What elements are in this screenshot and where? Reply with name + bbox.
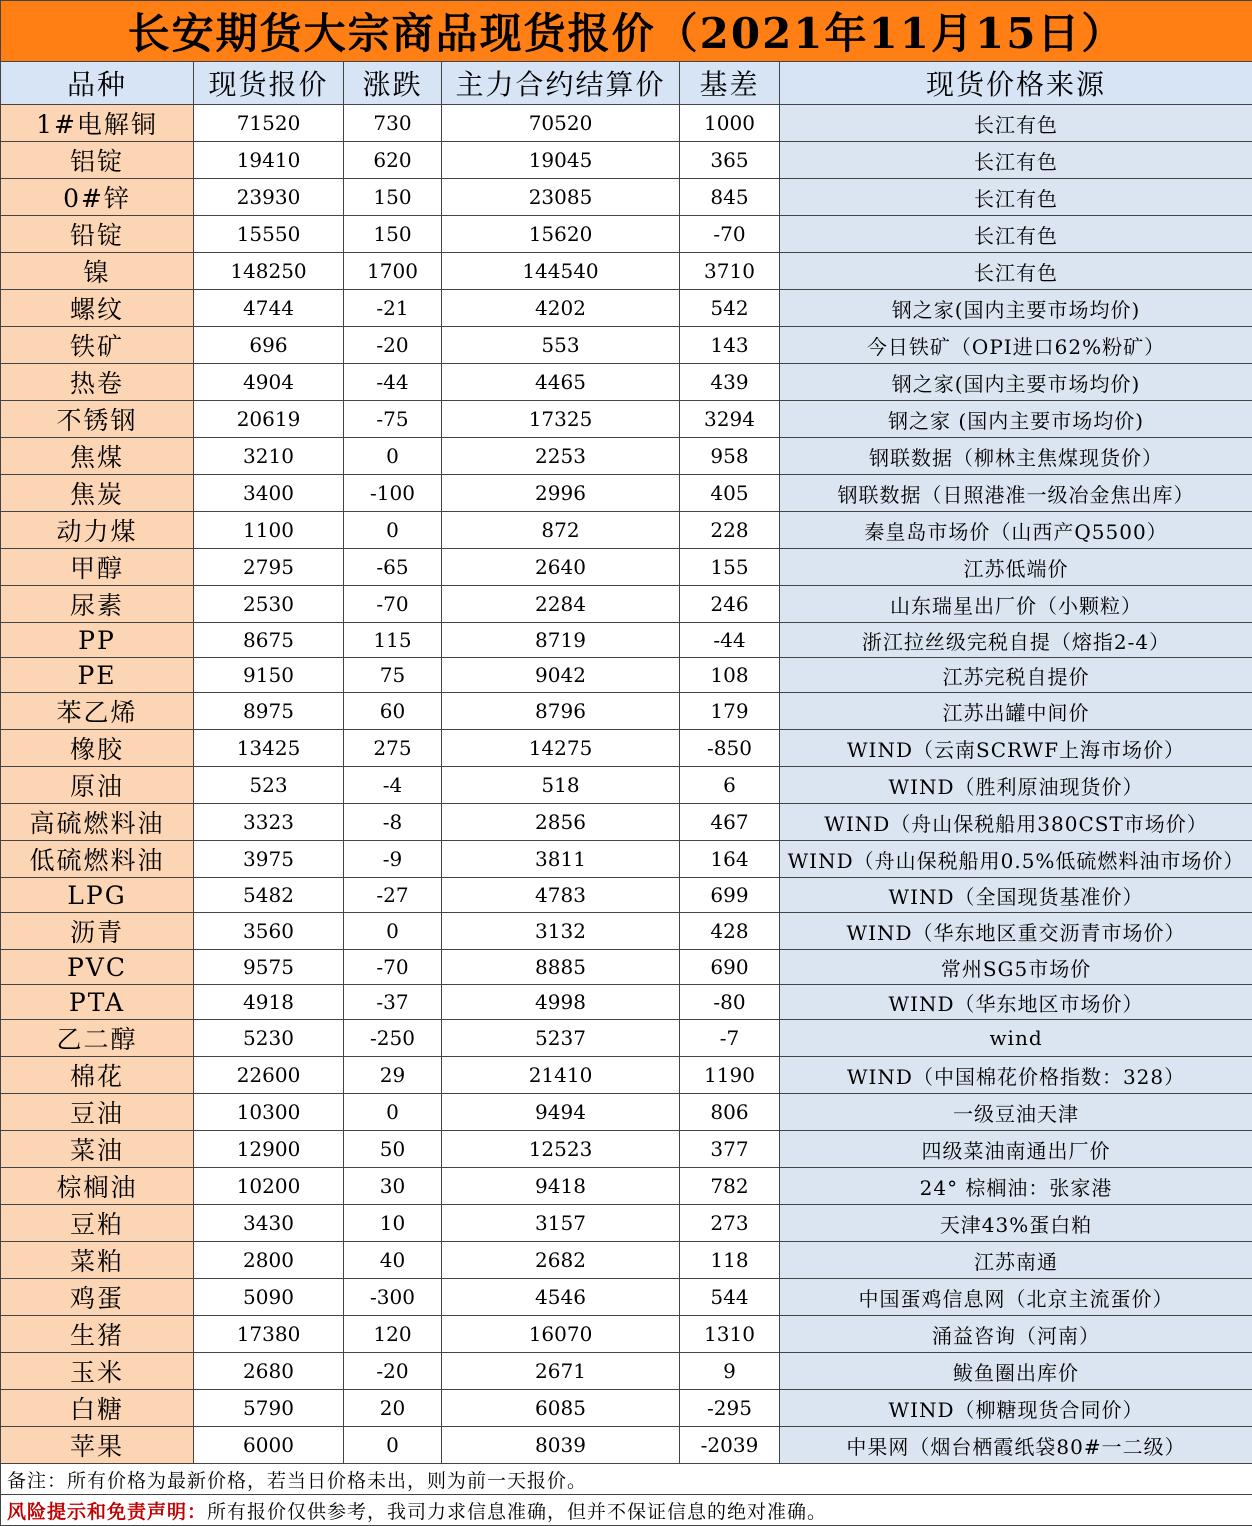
header-variety: 品种	[1, 62, 194, 105]
cell-basis: 143	[680, 327, 780, 364]
cell-basis: 6	[680, 767, 780, 804]
table-row	[1, 658, 1252, 693]
table-row	[1, 1094, 1252, 1131]
cell-basis: 179	[680, 693, 780, 730]
cell-variety: 1#电解铜	[1, 105, 194, 142]
cell-variety: 不锈钢	[1, 401, 194, 438]
cell-change: -21	[344, 290, 442, 327]
cell-settlement-price: 5237	[442, 1020, 680, 1057]
cell-variety: 0#锌	[1, 179, 194, 216]
cell-price-source: 长江有色	[780, 142, 1252, 179]
cell-price-source: 江苏南通	[780, 1242, 1252, 1279]
cell-variety: 白糖	[1, 1390, 194, 1427]
cell-change: 40	[344, 1242, 442, 1279]
cell-price-source: 长江有色	[780, 105, 1252, 142]
table-row	[1, 475, 1252, 512]
cell-basis: 405	[680, 475, 780, 512]
cell-change: 0	[344, 1427, 442, 1464]
cell-settlement-price: 3132	[442, 913, 680, 950]
cell-settlement-price: 8885	[442, 950, 680, 985]
cell-change: -75	[344, 401, 442, 438]
cell-price-source: WIND（胜利原油现货价）	[780, 767, 1252, 804]
cell-change: -8	[344, 804, 442, 841]
note-row	[1, 1464, 1252, 1495]
cell-change: -20	[344, 327, 442, 364]
cell-basis: -44	[680, 623, 780, 658]
cell-settlement-price: 8796	[442, 693, 680, 730]
cell-spot-price: 4744	[194, 290, 344, 327]
cell-change: -100	[344, 475, 442, 512]
header-row	[1, 62, 1252, 105]
cell-basis: 428	[680, 913, 780, 950]
cell-settlement-price: 553	[442, 327, 680, 364]
cell-variety: 热卷	[1, 364, 194, 401]
cell-spot-price: 3400	[194, 475, 344, 512]
cell-variety: 鸡蛋	[1, 1279, 194, 1316]
cell-change: 150	[344, 179, 442, 216]
cell-basis: 365	[680, 142, 780, 179]
header-basis: 基差	[680, 62, 780, 105]
cell-price-source: 秦皇岛市场价（山西产Q5500）	[780, 512, 1252, 549]
cell-settlement-price: 4783	[442, 878, 680, 913]
cell-variety: 原油	[1, 767, 194, 804]
cell-change: 620	[344, 142, 442, 179]
cell-variety: 橡胶	[1, 730, 194, 767]
cell-change: 75	[344, 658, 442, 693]
cell-settlement-price: 9418	[442, 1168, 680, 1205]
cell-spot-price: 15550	[194, 216, 344, 253]
table-row	[1, 1279, 1252, 1316]
risk-label: 风险提示和免责声明：	[7, 1501, 207, 1523]
cell-change: -37	[344, 985, 442, 1020]
cell-basis: -80	[680, 985, 780, 1020]
cell-spot-price: 5790	[194, 1390, 344, 1427]
cell-price-source: 中果网（烟台栖霞纸袋80#一二级）	[780, 1427, 1252, 1464]
cell-settlement-price: 3811	[442, 841, 680, 878]
table-row	[1, 1205, 1252, 1242]
cell-spot-price: 3430	[194, 1205, 344, 1242]
table-row	[1, 767, 1252, 804]
table-row	[1, 950, 1252, 985]
cell-price-source: WIND（中国棉花价格指数：328）	[780, 1057, 1252, 1094]
cell-basis: 467	[680, 804, 780, 841]
cell-price-source: 江苏完税自提价	[780, 658, 1252, 693]
cell-basis: -850	[680, 730, 780, 767]
cell-spot-price: 8975	[194, 693, 344, 730]
cell-basis: 699	[680, 878, 780, 913]
table-row	[1, 1390, 1252, 1427]
cell-price-source: 今日铁矿（OPI进口62%粉矿）	[780, 327, 1252, 364]
table-row	[1, 105, 1252, 142]
cell-basis: 1310	[680, 1316, 780, 1353]
cell-basis: 1000	[680, 105, 780, 142]
cell-basis: -2039	[680, 1427, 780, 1464]
cell-change: -70	[344, 950, 442, 985]
cell-settlement-price: 2996	[442, 475, 680, 512]
cell-price-source: wind	[780, 1020, 1252, 1057]
cell-variety: 棉花	[1, 1057, 194, 1094]
cell-price-source: WIND（舟山保税船用0.5%低硫燃料油市场价）	[780, 841, 1252, 878]
cell-settlement-price: 4465	[442, 364, 680, 401]
cell-variety: 沥青	[1, 913, 194, 950]
table-row	[1, 1168, 1252, 1205]
cell-settlement-price: 144540	[442, 253, 680, 290]
cell-basis: 806	[680, 1094, 780, 1131]
cell-basis: 246	[680, 586, 780, 623]
cell-settlement-price: 70520	[442, 105, 680, 142]
cell-basis: -295	[680, 1390, 780, 1427]
cell-settlement-price: 19045	[442, 142, 680, 179]
cell-price-source: 长江有色	[780, 216, 1252, 253]
header-spot-price: 现货报价	[194, 62, 344, 105]
page-title: 长安期货大宗商品现货报价（2021年11月15日）	[1, 1, 1252, 62]
cell-settlement-price: 23085	[442, 179, 680, 216]
cell-settlement-price: 2671	[442, 1353, 680, 1390]
cell-settlement-price: 21410	[442, 1057, 680, 1094]
cell-variety: PE	[1, 658, 194, 693]
cell-variety: LPG	[1, 878, 194, 913]
cell-change: 275	[344, 730, 442, 767]
cell-variety: 豆粕	[1, 1205, 194, 1242]
cell-spot-price: 2795	[194, 549, 344, 586]
cell-spot-price: 3975	[194, 841, 344, 878]
table-row	[1, 1057, 1252, 1094]
header-price-source: 现货价格来源	[780, 62, 1252, 105]
cell-spot-price: 5090	[194, 1279, 344, 1316]
cell-variety: PP	[1, 623, 194, 658]
cell-settlement-price: 17325	[442, 401, 680, 438]
table-row	[1, 290, 1252, 327]
cell-spot-price: 2530	[194, 586, 344, 623]
cell-price-source: 浙江拉丝级完税自提（熔指2-4）	[780, 623, 1252, 658]
risk-row	[1, 1495, 1252, 1526]
cell-spot-price: 5230	[194, 1020, 344, 1057]
cell-price-source: WIND（华东地区市场价）	[780, 985, 1252, 1020]
cell-price-source: 24° 棕榈油：张家港	[780, 1168, 1252, 1205]
cell-basis: 273	[680, 1205, 780, 1242]
cell-price-source: 一级豆油天津	[780, 1094, 1252, 1131]
cell-price-source: 钢联数据（日照港准一级冶金焦出库）	[780, 475, 1252, 512]
cell-basis: -70	[680, 216, 780, 253]
cell-spot-price: 22600	[194, 1057, 344, 1094]
cell-basis: 9	[680, 1353, 780, 1390]
cell-variety: 乙二醇	[1, 1020, 194, 1057]
cell-settlement-price: 8719	[442, 623, 680, 658]
cell-settlement-price: 8039	[442, 1427, 680, 1464]
cell-price-source: WIND（舟山保税船用380CST市场价）	[780, 804, 1252, 841]
cell-change: -4	[344, 767, 442, 804]
table-row	[1, 804, 1252, 841]
cell-change: -300	[344, 1279, 442, 1316]
cell-spot-price: 12900	[194, 1131, 344, 1168]
cell-settlement-price: 2284	[442, 586, 680, 623]
cell-settlement-price: 15620	[442, 216, 680, 253]
cell-change: 730	[344, 105, 442, 142]
cell-settlement-price: 16070	[442, 1316, 680, 1353]
cell-settlement-price: 6085	[442, 1390, 680, 1427]
cell-spot-price: 6000	[194, 1427, 344, 1464]
title-row	[1, 1, 1252, 62]
cell-spot-price: 19410	[194, 142, 344, 179]
cell-basis: 155	[680, 549, 780, 586]
cell-price-source: WIND（全国现货基准价）	[780, 878, 1252, 913]
cell-change: 60	[344, 693, 442, 730]
cell-price-source: WIND（华东地区重交沥青市场价）	[780, 913, 1252, 950]
table-row	[1, 364, 1252, 401]
cell-spot-price: 5482	[194, 878, 344, 913]
cell-settlement-price: 2682	[442, 1242, 680, 1279]
cell-price-source: 钢之家(国内主要市场均价)	[780, 290, 1252, 327]
cell-settlement-price: 4202	[442, 290, 680, 327]
table-row	[1, 1316, 1252, 1353]
cell-change: -65	[344, 549, 442, 586]
cell-change: 50	[344, 1131, 442, 1168]
header-change: 涨跌	[344, 62, 442, 105]
cell-settlement-price: 872	[442, 512, 680, 549]
table-row	[1, 438, 1252, 475]
cell-variety: 豆油	[1, 1094, 194, 1131]
cell-variety: 菜油	[1, 1131, 194, 1168]
cell-price-source: 钢之家 (国内主要市场均价)	[780, 401, 1252, 438]
table-row	[1, 216, 1252, 253]
cell-variety: 铝锭	[1, 142, 194, 179]
cell-change: 10	[344, 1205, 442, 1242]
cell-change: -250	[344, 1020, 442, 1057]
cell-price-source: 中国蛋鸡信息网（北京主流蛋价）	[780, 1279, 1252, 1316]
cell-settlement-price: 518	[442, 767, 680, 804]
cell-price-source: 山东瑞星出厂价（小颗粒）	[780, 586, 1252, 623]
cell-variety: 焦炭	[1, 475, 194, 512]
table-row	[1, 623, 1252, 658]
table-row	[1, 549, 1252, 586]
cell-spot-price: 148250	[194, 253, 344, 290]
cell-settlement-price: 2856	[442, 804, 680, 841]
table-row	[1, 1242, 1252, 1279]
table-row	[1, 730, 1252, 767]
cell-price-source: WIND（云南SCRWF上海市场价）	[780, 730, 1252, 767]
cell-change: 0	[344, 1094, 442, 1131]
table-row	[1, 327, 1252, 364]
cell-change: 0	[344, 913, 442, 950]
table-row	[1, 253, 1252, 290]
cell-change: -44	[344, 364, 442, 401]
cell-basis: 377	[680, 1131, 780, 1168]
cell-variety: 玉米	[1, 1353, 194, 1390]
cell-change: 30	[344, 1168, 442, 1205]
cell-basis: 845	[680, 179, 780, 216]
cell-change: -20	[344, 1353, 442, 1390]
cell-spot-price: 2680	[194, 1353, 344, 1390]
cell-spot-price: 3210	[194, 438, 344, 475]
cell-variety: 苯乙烯	[1, 693, 194, 730]
cell-price-source: 钢之家(国内主要市场均价)	[780, 364, 1252, 401]
table-row	[1, 586, 1252, 623]
table-row	[1, 401, 1252, 438]
cell-basis: 228	[680, 512, 780, 549]
cell-spot-price: 2800	[194, 1242, 344, 1279]
cell-basis: 1190	[680, 1057, 780, 1094]
table-row	[1, 913, 1252, 950]
table-row	[1, 878, 1252, 913]
cell-spot-price: 20619	[194, 401, 344, 438]
cell-spot-price: 4918	[194, 985, 344, 1020]
cell-spot-price: 71520	[194, 105, 344, 142]
cell-spot-price: 696	[194, 327, 344, 364]
cell-spot-price: 10200	[194, 1168, 344, 1205]
cell-change: 29	[344, 1057, 442, 1094]
cell-variety: PVC	[1, 950, 194, 985]
cell-price-source: 长江有色	[780, 253, 1252, 290]
table-row	[1, 1131, 1252, 1168]
cell-variety: 低硫燃料油	[1, 841, 194, 878]
cell-settlement-price: 4998	[442, 985, 680, 1020]
cell-price-source: 常州SG5市场价	[780, 950, 1252, 985]
remark-text: 备注：所有价格为最新价格，若当日价格未出，则为前一天报价。	[1, 1464, 1252, 1495]
cell-change: -70	[344, 586, 442, 623]
cell-spot-price: 4904	[194, 364, 344, 401]
cell-spot-price: 3323	[194, 804, 344, 841]
table-row	[1, 1427, 1252, 1464]
cell-spot-price: 13425	[194, 730, 344, 767]
cell-basis: 3294	[680, 401, 780, 438]
cell-spot-price: 9575	[194, 950, 344, 985]
cell-settlement-price: 2253	[442, 438, 680, 475]
cell-variety: 铅锭	[1, 216, 194, 253]
cell-variety: 螺纹	[1, 290, 194, 327]
cell-basis: -7	[680, 1020, 780, 1057]
cell-price-source: 钢联数据（柳林主焦煤现货价）	[780, 438, 1252, 475]
cell-spot-price: 3560	[194, 913, 344, 950]
cell-spot-price: 17380	[194, 1316, 344, 1353]
cell-basis: 782	[680, 1168, 780, 1205]
cell-change: 0	[344, 512, 442, 549]
cell-basis: 164	[680, 841, 780, 878]
cell-price-source: 江苏出罐中间价	[780, 693, 1252, 730]
cell-settlement-price: 12523	[442, 1131, 680, 1168]
cell-basis: 118	[680, 1242, 780, 1279]
cell-variety: 菜粕	[1, 1242, 194, 1279]
cell-price-source: 鲅鱼圈出库价	[780, 1353, 1252, 1390]
cell-price-source: 涌益咨询（河南）	[780, 1316, 1252, 1353]
cell-spot-price: 8675	[194, 623, 344, 658]
table-row	[1, 1353, 1252, 1390]
table-row	[1, 142, 1252, 179]
cell-variety: 焦煤	[1, 438, 194, 475]
cell-basis: 544	[680, 1279, 780, 1316]
cell-settlement-price: 9494	[442, 1094, 680, 1131]
cell-change: 0	[344, 438, 442, 475]
cell-change: -9	[344, 841, 442, 878]
cell-basis: 542	[680, 290, 780, 327]
cell-variety: 铁矿	[1, 327, 194, 364]
cell-price-source: 江苏低端价	[780, 549, 1252, 586]
cell-settlement-price: 9042	[442, 658, 680, 693]
cell-variety: 高硫燃料油	[1, 804, 194, 841]
risk-disclaimer	[1, 1495, 1252, 1526]
table-row	[1, 985, 1252, 1020]
table-row	[1, 512, 1252, 549]
cell-basis: 108	[680, 658, 780, 693]
cell-spot-price: 23930	[194, 179, 344, 216]
cell-variety: PTA	[1, 985, 194, 1020]
cell-price-source: 天津43%蛋白粕	[780, 1205, 1252, 1242]
cell-change: 120	[344, 1316, 442, 1353]
cell-variety: 动力煤	[1, 512, 194, 549]
cell-variety: 镍	[1, 253, 194, 290]
table-row	[1, 841, 1252, 878]
cell-variety: 生猪	[1, 1316, 194, 1353]
cell-settlement-price: 14275	[442, 730, 680, 767]
cell-settlement-price: 4546	[442, 1279, 680, 1316]
cell-price-source: 长江有色	[780, 179, 1252, 216]
cell-settlement-price: 2640	[442, 549, 680, 586]
cell-price-source: 四级菜油南通出厂价	[780, 1131, 1252, 1168]
cell-spot-price: 10300	[194, 1094, 344, 1131]
cell-change: -27	[344, 878, 442, 913]
table-row	[1, 693, 1252, 730]
cell-variety: 苹果	[1, 1427, 194, 1464]
cell-basis: 439	[680, 364, 780, 401]
cell-basis: 3710	[680, 253, 780, 290]
cell-change: 150	[344, 216, 442, 253]
cell-price-source: WIND（柳糖现货合同价）	[780, 1390, 1252, 1427]
cell-change: 20	[344, 1390, 442, 1427]
cell-variety: 甲醇	[1, 549, 194, 586]
table-row	[1, 1020, 1252, 1057]
cell-basis: 958	[680, 438, 780, 475]
cell-spot-price: 1100	[194, 512, 344, 549]
cell-change: 1700	[344, 253, 442, 290]
cell-settlement-price: 3157	[442, 1205, 680, 1242]
cell-variety: 尿素	[1, 586, 194, 623]
cell-spot-price: 9150	[194, 658, 344, 693]
cell-variety: 棕榈油	[1, 1168, 194, 1205]
table-row	[1, 179, 1252, 216]
cell-change: 115	[344, 623, 442, 658]
header-settlement-price: 主力合约结算价	[442, 62, 680, 105]
risk-text: 所有报价仅供参考，我司力求信息准确，但并不保证信息的绝对准确。	[207, 1501, 827, 1523]
cell-spot-price: 523	[194, 767, 344, 804]
cell-basis: 690	[680, 950, 780, 985]
